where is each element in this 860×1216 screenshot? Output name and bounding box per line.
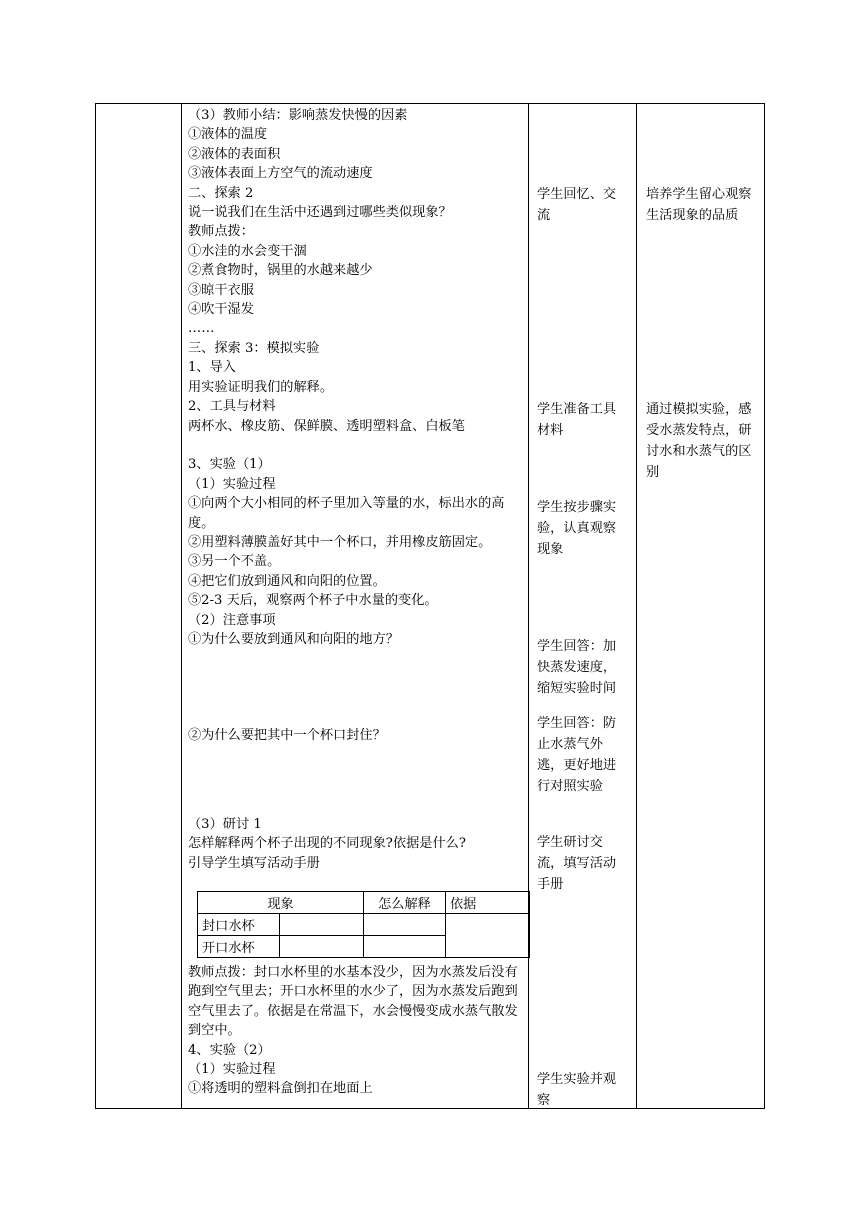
header-phenomenon: 现象 bbox=[198, 892, 364, 914]
row-label: 开口水杯 bbox=[198, 936, 280, 958]
line: ③另一个不盖。 bbox=[188, 554, 281, 570]
line: （3）研讨 1 bbox=[188, 817, 262, 832]
table-cell bbox=[280, 936, 364, 958]
line: ①向两个大小相同的杯子里加入等量的水，标出水的高度。 bbox=[188, 496, 505, 531]
header-basis: 依据 bbox=[446, 892, 530, 914]
line: ①液体的温度 bbox=[188, 127, 268, 143]
student-activity-5: 学生回答：防止水蒸气外逃，更好地进行对照实验 bbox=[537, 716, 617, 794]
line: （1）实验过程 bbox=[188, 1062, 276, 1078]
line: （1）实验过程 bbox=[188, 476, 276, 492]
line: …… bbox=[188, 321, 215, 337]
column-divider-1 bbox=[181, 103, 182, 1109]
row-label: 封口水杯 bbox=[198, 914, 280, 936]
line: ④把它们放到通风和向阳的位置。 bbox=[188, 573, 386, 589]
line: 两杯水、橡皮筋、保鲜膜、透明塑料盒、白板笔 bbox=[188, 418, 465, 434]
line: 怎样解释两个杯子出现的不同现象?依据是什么? bbox=[188, 836, 466, 852]
student-activity-6: 学生研讨交流，填写活动手册 bbox=[537, 835, 617, 892]
design-intent-1: 培养学生留心观察生活现象的品质 bbox=[646, 187, 752, 223]
line: 1、导入 bbox=[188, 360, 236, 376]
line: 用实验证明我们的解释。 bbox=[188, 379, 334, 395]
table-cell bbox=[280, 914, 364, 936]
question-2: ②为什么要把其中一个杯口封住？ bbox=[188, 728, 386, 743]
line: （3）教师小结：影响蒸发快慢的因素 bbox=[188, 108, 408, 123]
line: ③液体表面上方空气的流动速度 bbox=[188, 166, 373, 182]
line: ①水洼的水会变干涸 bbox=[188, 243, 307, 259]
table-row bbox=[198, 914, 530, 936]
table-cell bbox=[364, 936, 446, 958]
line: 引导学生填写活动手册 bbox=[188, 855, 320, 871]
line: 教师点拨： bbox=[188, 224, 254, 240]
column-divider-3 bbox=[636, 103, 637, 1109]
student-activity-1: 学生回忆、交流 bbox=[537, 187, 617, 223]
line: 三、探索 3：模拟实验 bbox=[188, 340, 320, 356]
activity-record-table bbox=[197, 891, 530, 958]
design-intent-2: 通过模拟实验，感受水蒸发特点，研讨水和水蒸气的区别 bbox=[646, 402, 752, 480]
discussion-block bbox=[188, 815, 524, 873]
line: 4、实验（2） bbox=[188, 1042, 271, 1058]
student-activity-2: 学生准备工具材料 bbox=[537, 402, 617, 438]
table-header-row bbox=[198, 892, 530, 914]
table-cell bbox=[364, 914, 446, 936]
paragraph: 教师点拨：封口水杯里的水基本没少，因为水蒸发后没有跑到空气里去；开口水杯里的水少了，因为水蒸发后跑到空气里去了。依据是在常温下，水会慢慢变成水蒸气散发到空中。 bbox=[188, 965, 518, 1039]
header-explanation: 怎么解释 bbox=[364, 892, 446, 914]
student-activity-4: 学生回答：加快蒸发速度，缩短实验时间 bbox=[537, 639, 617, 696]
line: ②液体的表面积 bbox=[188, 146, 281, 162]
line: ②煮食物时，锅里的水越来越少 bbox=[188, 263, 373, 279]
conclusion-block bbox=[188, 963, 524, 1099]
student-activity-3: 学生按步骤实验，认真观察现象 bbox=[537, 500, 617, 557]
table-cell bbox=[446, 914, 530, 958]
column-divider-2 bbox=[528, 103, 529, 1109]
line: ①将透明的塑料盒倒扣在地面上 bbox=[188, 1081, 373, 1097]
teacher-activities bbox=[188, 106, 524, 649]
line: 二、探索 2 bbox=[188, 185, 254, 201]
line: ②用塑料薄膜盖好其中一个杯口，并用橡皮筋固定。 bbox=[188, 534, 492, 550]
line: 3、实验（1） bbox=[188, 457, 271, 473]
line: ④吹干湿发 bbox=[188, 302, 254, 318]
line: （2）注意事项 bbox=[188, 612, 276, 628]
line: ①为什么要放到通风和向阳的地方？ bbox=[188, 631, 399, 647]
line: ③晾干衣服 bbox=[188, 282, 254, 298]
line: ⑤2-3 天后，观察两个杯子中水量的变化。 bbox=[188, 593, 438, 609]
line: 2、工具与材料 bbox=[188, 399, 276, 415]
student-activity-7: 学生实验并观察 bbox=[537, 1072, 617, 1108]
line: 说一说我们在生活中还遇到过哪些类似现象？ bbox=[188, 205, 452, 221]
